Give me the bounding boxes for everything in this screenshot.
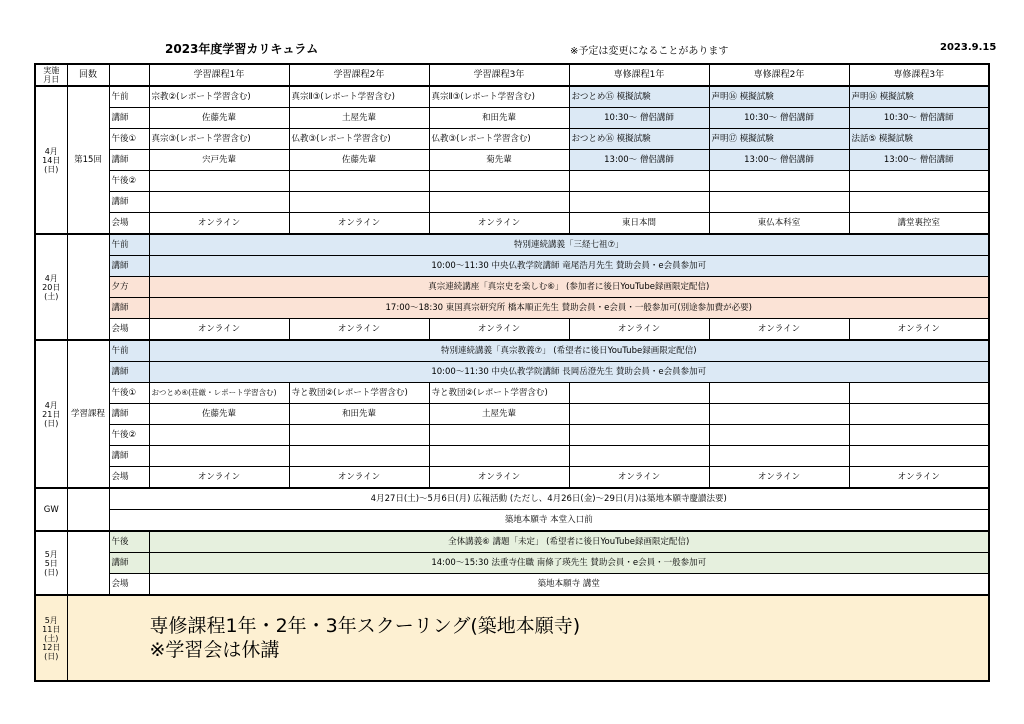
cell: オンライン	[569, 467, 709, 489]
block-date: 5月 11日 (土) 12日 (日)	[35, 595, 67, 681]
cell	[569, 425, 709, 446]
cell	[569, 404, 709, 425]
row-label: 会場	[109, 213, 149, 235]
cell: おつとめ⑮ 模擬試験	[569, 86, 709, 108]
row-label: 午後②	[109, 425, 149, 446]
row-label: 午後①	[109, 129, 149, 150]
table-row	[35, 171, 989, 192]
cell: 真宗Ⅱ③(レポート学習含む)	[289, 86, 429, 108]
cell	[289, 171, 429, 192]
table-row	[35, 298, 989, 319]
cell	[849, 446, 989, 467]
cell: オンライン	[149, 467, 289, 489]
table-row	[35, 150, 989, 171]
row-label: 会場	[109, 574, 149, 596]
row-label: 午後	[109, 531, 149, 553]
gw-activity: 4月27日(土)～5月6日(月) 広報活動 (ただし、4月26日(金)～29日(月)は築地本願寺慶讃法要)	[109, 488, 989, 510]
cell: 佐藤先輩	[289, 150, 429, 171]
cell: オンライン	[289, 319, 429, 341]
cell	[149, 425, 289, 446]
row-label: 講師	[109, 150, 149, 171]
cell: オンライン	[429, 213, 569, 235]
table-row	[35, 192, 989, 213]
cell: 仏教③(レポート学習含む)	[289, 129, 429, 150]
cell	[429, 446, 569, 467]
table-row	[35, 553, 989, 574]
cell	[289, 446, 429, 467]
table-row	[35, 488, 989, 510]
col-s2: 専修課程2年	[709, 64, 849, 86]
cell: 和田先輩	[289, 404, 429, 425]
cell: 声明⑯ 模擬試験	[849, 86, 989, 108]
lecture-info: 14:00～15:30 法重寺住職 南條了瑛先生 賛助会員・e会員・一般参加可	[149, 553, 989, 574]
lecture-title: 全体講義⑥ 講題「未定」 (希望者に後日YouTube録画限定配信)	[149, 531, 989, 553]
cell: 10:30～ 僧侶講師	[849, 108, 989, 129]
cell	[149, 192, 289, 213]
lecture-info: 17:00～18:30 東国真宗研究所 橋本順正先生 賛助会員・e会員・一般参加可(別途参加費が必要)	[149, 298, 989, 319]
cell: 法話⑤ 模擬試験	[849, 129, 989, 150]
row-label: 会場	[109, 467, 149, 489]
table-row	[35, 129, 989, 150]
cell: 真宗③(レポート学習含む)	[149, 129, 289, 150]
block-date: GW	[35, 488, 67, 531]
table-row	[35, 595, 989, 681]
cell: 声明⑯ 模擬試験	[709, 86, 849, 108]
table-row	[35, 425, 989, 446]
cell: 宗教②(レポート学習含む)	[149, 86, 289, 108]
row-label: 講師	[109, 553, 149, 574]
block-date: 4月 20日 (土)	[35, 234, 67, 340]
cell: 佐藤先輩	[149, 404, 289, 425]
cell: オンライン	[289, 467, 429, 489]
row-label: 講師	[109, 446, 149, 467]
cell: オンライン	[149, 213, 289, 235]
block-session: 学習課程	[67, 340, 109, 488]
page-title: 2023年度学習カリキュラム	[165, 42, 319, 56]
cell: 10:30～ 僧侶講師	[709, 108, 849, 129]
cell	[429, 425, 569, 446]
gw-location: 築地本願寺 本堂入口前	[109, 510, 989, 532]
cell	[849, 425, 989, 446]
cell	[569, 192, 709, 213]
row-label: 夕方	[109, 277, 149, 298]
cell	[709, 425, 849, 446]
cell	[289, 425, 429, 446]
cell: オンライン	[429, 319, 569, 341]
row-label: 講師	[109, 362, 149, 383]
block-session	[67, 234, 109, 340]
cell	[289, 192, 429, 213]
block-session	[67, 488, 109, 531]
cell: 宍戸先輩	[149, 150, 289, 171]
table-row	[35, 108, 989, 129]
venue-cell: 築地本願寺 講堂	[149, 574, 989, 596]
block-date: 4月 21日 (日)	[35, 340, 67, 488]
table-row	[35, 574, 989, 596]
cell: 講堂裏控室	[849, 213, 989, 235]
lecture-info: 10:00～11:30 中央仏教学院講師 長岡岳澄先生 賛助会員・e会員参加可	[149, 362, 989, 383]
cell	[569, 446, 709, 467]
table-row	[35, 277, 989, 298]
cell	[429, 171, 569, 192]
cell: おつとめ⑯ 模擬試験	[569, 129, 709, 150]
issue-date: 2023.9.15	[940, 42, 997, 53]
row-label: 会場	[109, 319, 149, 341]
cell	[849, 171, 989, 192]
table-header	[35, 64, 989, 86]
lecture-title: 特別連続講義「真宗教義⑦」 (希望者に後日YouTube録画限定配信)	[149, 340, 989, 362]
table-row	[35, 319, 989, 341]
cell	[849, 404, 989, 425]
cell: 寺と教団②(レポート学習含む)	[289, 383, 429, 404]
row-label: 講師	[109, 192, 149, 213]
cell	[569, 383, 709, 404]
cell	[709, 171, 849, 192]
table-row	[35, 383, 989, 404]
row-label: 講師	[109, 298, 149, 319]
row-label: 講師	[109, 404, 149, 425]
lecture-title: 特別連続講義「三経七祖⑦」	[149, 234, 989, 256]
cell: 仏教③(レポート学習含む)	[429, 129, 569, 150]
cell: オンライン	[149, 319, 289, 341]
table-row	[35, 531, 989, 553]
cell: オンライン	[849, 319, 989, 341]
cell: おつとめ④(荘厳・レポート学習含む)	[149, 383, 289, 404]
cell: 寺と教団②(レポート学習含む)	[429, 383, 569, 404]
block-session: 第15回	[67, 86, 109, 234]
lecture-info: 10:00～11:30 中央仏教学院講師 竜尾浩月先生 賛助会員・e会員参加可	[149, 256, 989, 277]
cell: 10:30～ 僧侶講師	[569, 108, 709, 129]
cell	[709, 404, 849, 425]
col-session: 回数	[67, 64, 109, 86]
cell	[429, 192, 569, 213]
col-c3: 学習課程3年	[429, 64, 569, 86]
col-s3: 専修課程3年	[849, 64, 989, 86]
cell: 東仏本科室	[709, 213, 849, 235]
curriculum-table	[34, 63, 990, 682]
table-row	[35, 213, 989, 235]
row-label: 講師	[109, 256, 149, 277]
cell: オンライン	[289, 213, 429, 235]
cell	[709, 446, 849, 467]
cell: 佐藤先輩	[149, 108, 289, 129]
table-row	[35, 510, 989, 532]
schooling-line2: ※学習会は休講	[149, 639, 280, 661]
cell	[569, 171, 709, 192]
cell	[149, 171, 289, 192]
lecture-title: 真宗連続講座「真宗史を楽しむ⑥」 (参加者に後日YouTube録画限定配信)	[149, 277, 989, 298]
cell: 土屋先輩	[289, 108, 429, 129]
cell	[709, 192, 849, 213]
cell: 土屋先輩	[429, 404, 569, 425]
change-note: ※予定は変更になることがあります	[570, 46, 729, 57]
table-row	[35, 446, 989, 467]
cell	[709, 383, 849, 404]
block-date: 4月 14日 (日)	[35, 86, 67, 234]
cell: 和田先輩	[429, 108, 569, 129]
cell: 声明⑰ 模擬試験	[709, 129, 849, 150]
row-label: 午後②	[109, 171, 149, 192]
col-c2: 学習課程2年	[289, 64, 429, 86]
cell: 13:00～ 僧侶講師	[849, 150, 989, 171]
row-label: 午前	[109, 86, 149, 108]
cell	[849, 192, 989, 213]
cell: オンライン	[849, 467, 989, 489]
cell	[149, 446, 289, 467]
col-s1: 専修課程1年	[569, 64, 709, 86]
table-row	[35, 256, 989, 277]
cell: 13:00～ 僧侶講師	[569, 150, 709, 171]
schooling-notice	[67, 595, 989, 681]
row-label: 午前	[109, 234, 149, 256]
table-row	[35, 404, 989, 425]
cell: 13:00～ 僧侶講師	[709, 150, 849, 171]
cell	[849, 383, 989, 404]
col-date: 実施 月日	[35, 64, 67, 86]
cell: 菊先輩	[429, 150, 569, 171]
table-row	[35, 362, 989, 383]
row-label: 講師	[109, 108, 149, 129]
schooling-line1: 専修課程1年・2年・3年スクーリング(築地本願寺)	[149, 615, 581, 637]
table-row	[35, 340, 989, 362]
col-c1: 学習課程1年	[149, 64, 289, 86]
cell: オンライン	[709, 319, 849, 341]
table-row	[35, 234, 989, 256]
block-session	[67, 531, 109, 595]
cell: オンライン	[709, 467, 849, 489]
block-date: 5月 5日 (日)	[35, 531, 67, 595]
cell: 東日本間	[569, 213, 709, 235]
table-row	[35, 86, 989, 108]
cell: オンライン	[429, 467, 569, 489]
row-label: 午後①	[109, 383, 149, 404]
col-type	[109, 64, 149, 86]
cell: オンライン	[569, 319, 709, 341]
row-label: 午前	[109, 340, 149, 362]
cell: 真宗Ⅱ③(レポート学習含む)	[429, 86, 569, 108]
table-row	[35, 467, 989, 489]
